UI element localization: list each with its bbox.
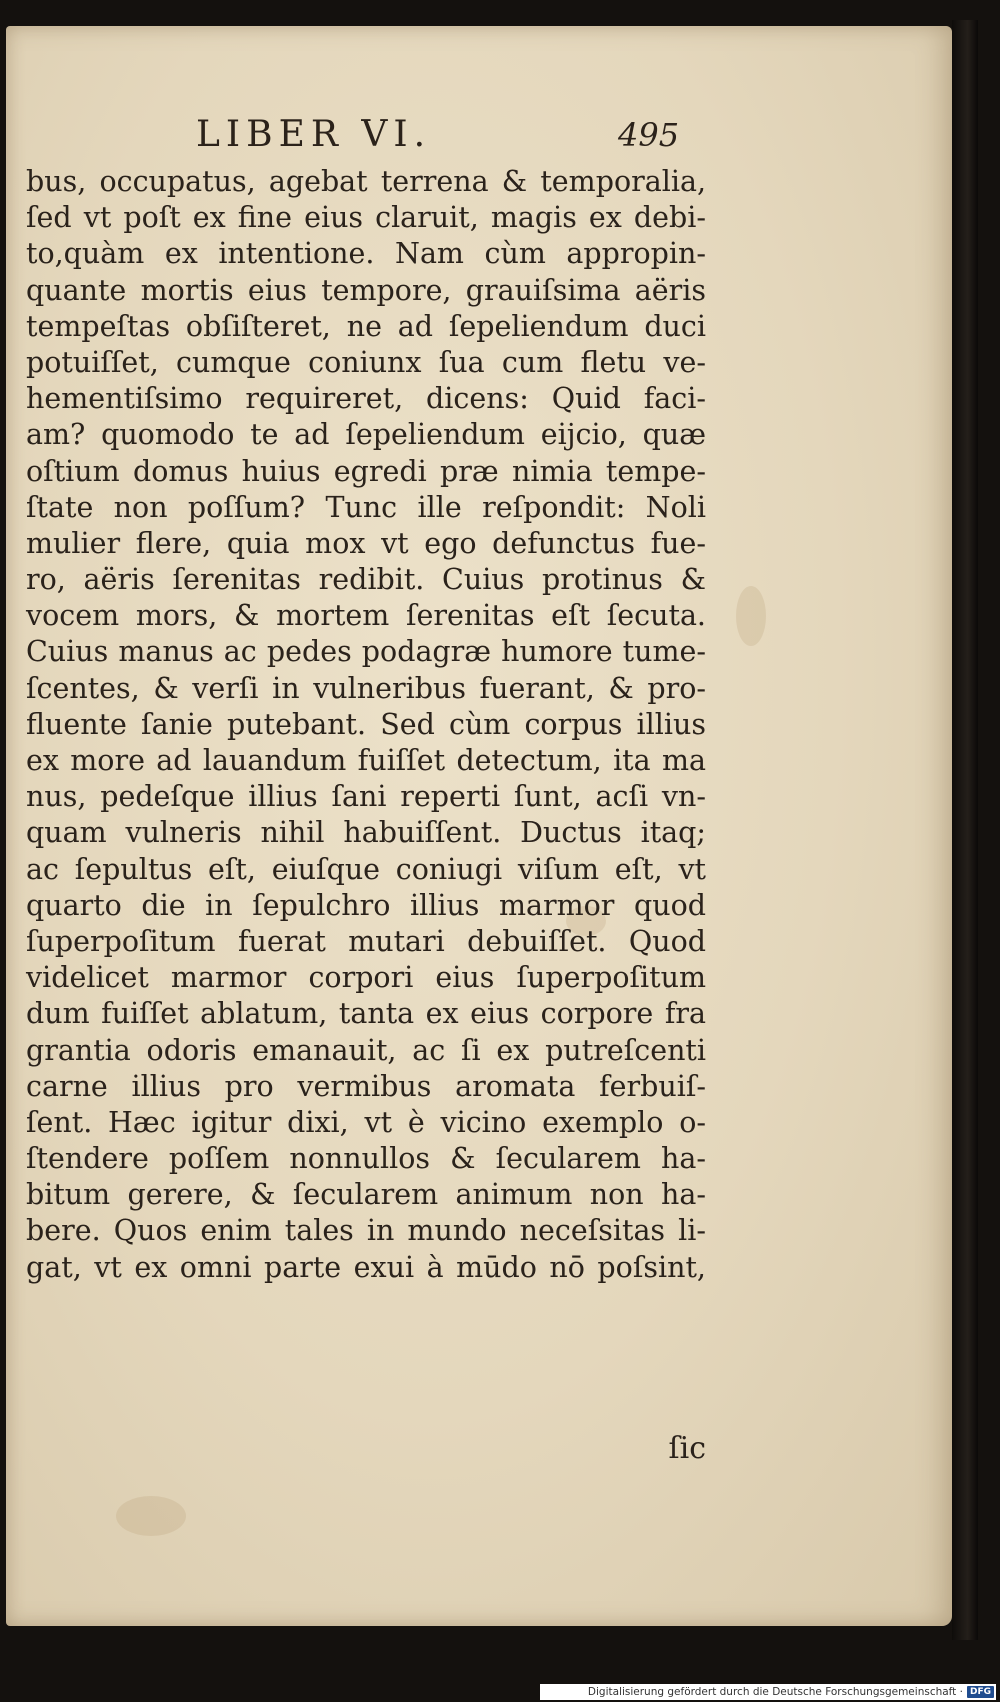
text-line: dum fuiſſet ablatum, tanta ex eius corpore fra [26, 997, 706, 1031]
text-line: ro, aëris ſerenitas redibit. Cuius protinus & [26, 563, 706, 597]
text-line: ſtate non poſſum? Tunc ille reſpondit: Noli [26, 490, 706, 524]
text-line: gat, vt ex omni parte exui à mūdo nō poſsint, [26, 1250, 706, 1284]
dfg-logo-icon: DFG [967, 1686, 994, 1698]
paper-stain [736, 586, 766, 646]
running-head: LIBER VI. [196, 114, 432, 155]
book-page [6, 26, 952, 1626]
body-text [26, 164, 706, 1286]
text-line: mulier flere, quia mox vt ego defunctus fue- [26, 526, 706, 560]
digitization-credit [540, 1684, 996, 1700]
text-line: potuiſſet, cumque coniunx ſua cum fletu ve- [26, 345, 706, 379]
text-line: ex more ad lauandum fuiſſet detectum, ita ma [26, 744, 706, 777]
catchword: ſic [668, 1431, 706, 1466]
text-line: ſed vt poſt ex fine eius claruit, magis ex debi- [26, 201, 706, 235]
text-line: to,quàm ex intentione. Nam cùm appropin- [26, 237, 706, 271]
text-line: quante mortis eius tempore, grauiſsima aëris [26, 273, 706, 307]
text-line: bus, occupatus, agebat terrena & temporalia, [26, 165, 706, 198]
text-line: bitum gerere, & ſecularem animum non ha- [26, 1178, 706, 1212]
text-line: videlicet marmor corpori eius ſuperpoſitum [26, 961, 706, 995]
text-line: nus, pedeſque illius ſani reperti ſunt, acſi vn- [26, 780, 706, 814]
paper-stain [116, 1496, 186, 1536]
text-line: Cuius manus ac pedes podagræ humore tume- [26, 635, 706, 669]
text-line: hementiſsimo requireret, dicens: Quid faci- [26, 382, 706, 416]
text-line: quarto die in ſepulchro illius marmor quod [26, 888, 706, 922]
text-line: fluente ſanie putebant. Sed cùm corpus illius [26, 707, 706, 741]
text-line: ac ſepultus eſt, eiuſque coniugi viſum eſt, vt [26, 852, 706, 886]
text-line: quam vulneris nihil habuiſſent. Ductus itaq; [26, 816, 706, 850]
text-line: ſuperpoſitum fuerat mutari debuiſſet. Quod [26, 924, 706, 958]
text-line: bere. Quos enim tales in mundo neceſsitas li- [26, 1214, 706, 1248]
text-line: tempeſtas obſiſteret, ne ad ſepeliendum duci [26, 309, 706, 343]
text-line: carne illius pro vermibus aromata ferbuiſ- [26, 1069, 706, 1103]
credit-text: Digitalisierung gefördert durch die Deutsche Forschungsgemeinschaft · [587, 1686, 963, 1698]
text-line: ſtendere poſſem nonnullos & ſecularem ha- [26, 1142, 706, 1176]
text-line: am? quomodo te ad ſepeliendum eijcio, quæ [26, 418, 706, 452]
book-edge [952, 20, 978, 1640]
text-line: grantia odoris emanauit, ac ſi ex putreſcenti [26, 1033, 706, 1067]
text-line: ſcentes, & verſi in vulneribus fuerant, & pro- [26, 671, 706, 705]
text-line: oſtium domus huius egredi præ nimia tempe- [26, 454, 706, 488]
text-line: ſent. Hæc igitur dixi, vt è vicino exemplo o- [26, 1105, 706, 1139]
page-number: 495 [618, 116, 680, 154]
text-line: vocem mors, & mortem ſerenitas eſt ſecuta. [26, 599, 706, 633]
